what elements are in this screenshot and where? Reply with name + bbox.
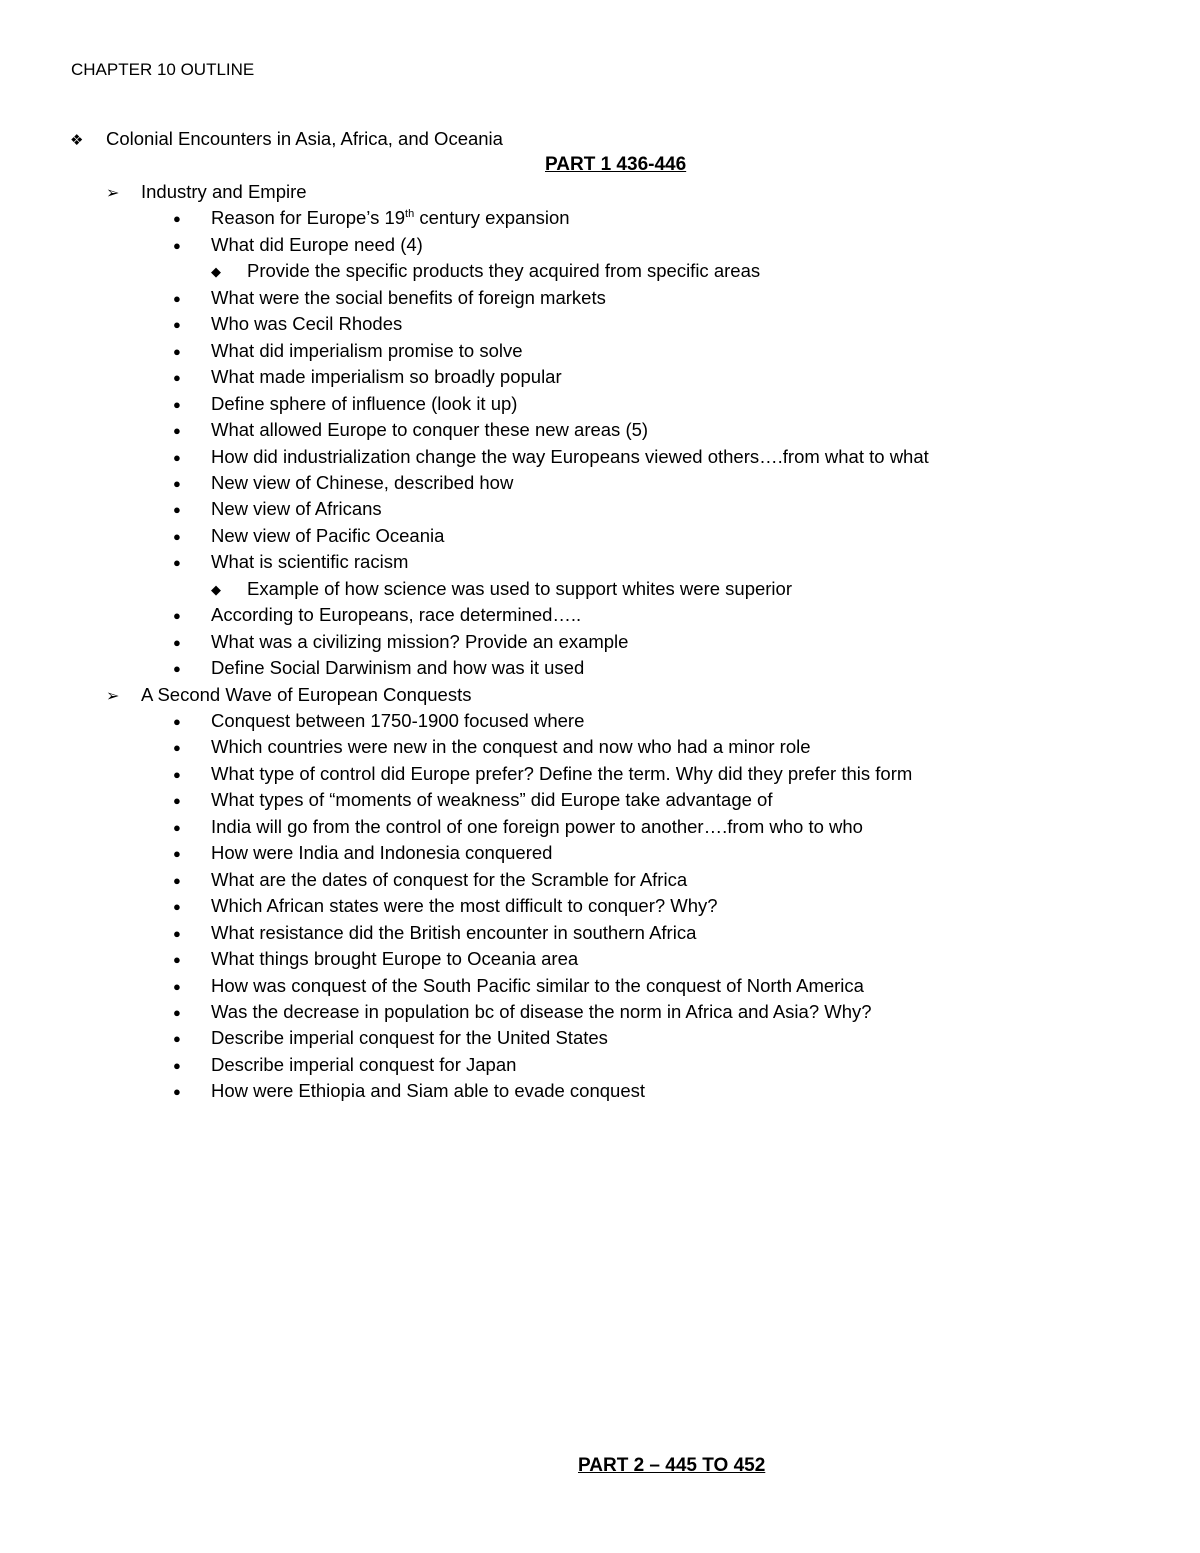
outline-item [173,1080,645,1102]
round-bullet-icon: ● [173,872,181,888]
outline-item-text: Define sphere of influence (look it up) [211,392,518,414]
outline-item [173,789,772,811]
outline-item-text: Which African states were the most difficult to conquer? Why? [211,895,718,917]
outline-item-text: New view of Pacific Oceania [211,524,445,546]
round-bullet-icon: ● [173,1004,181,1020]
outline-item-text: How did industrialization change the way Europeans viewed others….from what to what [211,445,929,467]
outline-item-text: How was conquest of the South Pacific similar to the conquest of North America [211,974,864,996]
round-bullet-icon: ● [173,661,181,677]
round-bullet-icon: ● [173,555,181,571]
outline-item-text: What did Europe need (4) [211,233,423,255]
document-title: CHAPTER 10 OUTLINE [71,60,255,79]
outline-item-text: Describe imperial conquest for the United States [211,1027,608,1049]
outline-item [173,816,863,838]
outline-item [173,922,696,944]
outline-item-text: Define Social Darwinism and how was it used [211,657,585,679]
round-bullet-icon: ● [173,925,181,941]
outline-item [173,366,562,388]
outline-item [173,207,570,229]
outline-item-text: How were India and Indonesia conquered [211,842,553,864]
round-bullet-icon: ● [173,793,181,809]
round-bullet-icon: ● [173,899,181,915]
section-heading [106,684,471,706]
round-bullet-icon: ● [173,475,181,491]
outline-item-text: Was the decrease in population bc of disease the norm in Africa and Asia? Why? [211,1000,872,1022]
outline-item [173,393,517,415]
outline-item-text: What resistance did the British encounter in southern Africa [211,921,697,943]
outline-subitem-text: Example of how science was used to support whites were superior [247,577,792,599]
round-bullet-icon: ● [173,608,181,624]
outline-item-text: What allowed Europe to conquer these new areas (5) [211,419,649,441]
outline-item [173,657,584,679]
part-2-heading: PART 2 – 445 TO 452 [578,1455,766,1476]
outline-item [173,340,523,362]
round-bullet-icon: ● [173,1057,181,1073]
outline-item [173,975,864,997]
round-bullet-icon: ● [173,396,181,412]
round-bullet-icon: ● [173,237,181,253]
outline-item-text: New view of Africans [211,498,382,520]
outline-item-text: New view of Chinese, described how [211,471,514,493]
four-diamond-bullet-icon: ❖ [70,132,84,149]
round-bullet-icon: ● [173,502,181,518]
outline-item-text: What things brought Europe to Oceania area [211,948,579,970]
outline-item-text: What was a civilizing mission? Provide an example [211,630,629,652]
round-bullet-icon: ● [173,370,181,386]
outline-item-text: India will go from the control of one foreign power to another….from who to who [211,815,863,837]
outline-item [173,631,628,653]
outline-item [173,419,648,441]
round-bullet-icon: ● [173,766,181,782]
outline-item [173,763,912,785]
outline-item-text: How were Ethiopia and Siam able to evade conquest [211,1080,645,1102]
outline-subitem [211,578,792,600]
round-bullet-icon: ● [173,634,181,650]
outline-item [173,1001,872,1023]
outline-item-text: What made imperialism so broadly popular [211,366,562,388]
round-bullet-icon: ● [173,952,181,968]
section-heading-text: A Second Wave of European Conquests [141,683,472,705]
outline-item [173,842,552,864]
outline-item-text: What type of control did Europe prefer? Define the term. Why did they prefer this form [211,762,913,784]
round-bullet-icon: ● [173,819,181,835]
outline-item [173,551,408,573]
outline-item [173,498,382,520]
outline-item [173,313,402,335]
diamond-bullet-icon: ◆ [211,264,221,280]
outline-item-text: Which countries were new in the conquest and now who had a minor role [211,736,811,758]
round-bullet-icon: ● [173,846,181,862]
outline-item [173,710,584,732]
round-bullet-icon: ● [173,211,181,227]
outline-item-text: What is scientific racism [211,551,409,573]
outline-item [173,869,687,891]
outline-item [173,472,513,494]
round-bullet-icon: ● [173,343,181,359]
outline-item [173,1054,516,1076]
outline-subitem [211,260,760,282]
outline-item-text: Describe imperial conquest for Japan [211,1053,517,1075]
round-bullet-icon: ● [173,290,181,306]
round-bullet-icon: ● [173,423,181,439]
outline-item-text: What were the social benefits of foreign markets [211,286,606,308]
outline-item [173,604,581,626]
outline-item-text: Conquest between 1750-1900 focused where [211,710,585,731]
outline-item [173,736,811,758]
outline-item-text: Reason for Europe’s 19 [211,207,406,229]
round-bullet-icon: ● [173,317,181,333]
outline-item [173,525,444,547]
part-1-heading: PART 1 436-446 [545,154,687,175]
outline-item [173,1027,608,1049]
round-bullet-icon: ● [173,978,181,994]
outline-item [173,234,423,256]
round-bullet-icon: ● [173,714,181,729]
outline-item [173,948,578,970]
diamond-bullet-icon: ◆ [211,581,221,597]
topic-line [70,128,503,150]
outline-item [173,446,929,468]
round-bullet-icon: ● [173,740,181,756]
outline-item [173,287,606,309]
arrowhead-bullet-icon: ➢ [106,687,120,705]
outline-item-text: What types of “moments of weakness” did Europe take advantage of [211,789,773,811]
round-bullet-icon: ● [173,528,181,544]
section-heading-text: Industry and Empire [141,181,307,202]
outline-item [173,895,718,917]
round-bullet-icon: ● [173,1084,181,1100]
outline-item-text: According to Europeans, race determined….. [211,604,582,626]
outline-item-text: century expansion [414,207,570,229]
outline-subitem-text: Provide the specific products they acquired from specific areas [247,260,761,282]
round-bullet-icon: ● [173,1031,181,1047]
section-heading [106,181,307,203]
ordinal-superscript: th [405,208,415,221]
round-bullet-icon: ● [173,449,181,465]
arrowhead-bullet-icon: ➢ [106,185,120,202]
outline-item-text: Who was Cecil Rhodes [211,313,403,335]
outline-item-text: What did imperialism promise to solve [211,339,523,361]
topic-text: Colonial Encounters in Asia, Africa, and Oceania [106,128,503,149]
outline-item-text: What are the dates of conquest for the Scramble for Africa [211,868,688,890]
